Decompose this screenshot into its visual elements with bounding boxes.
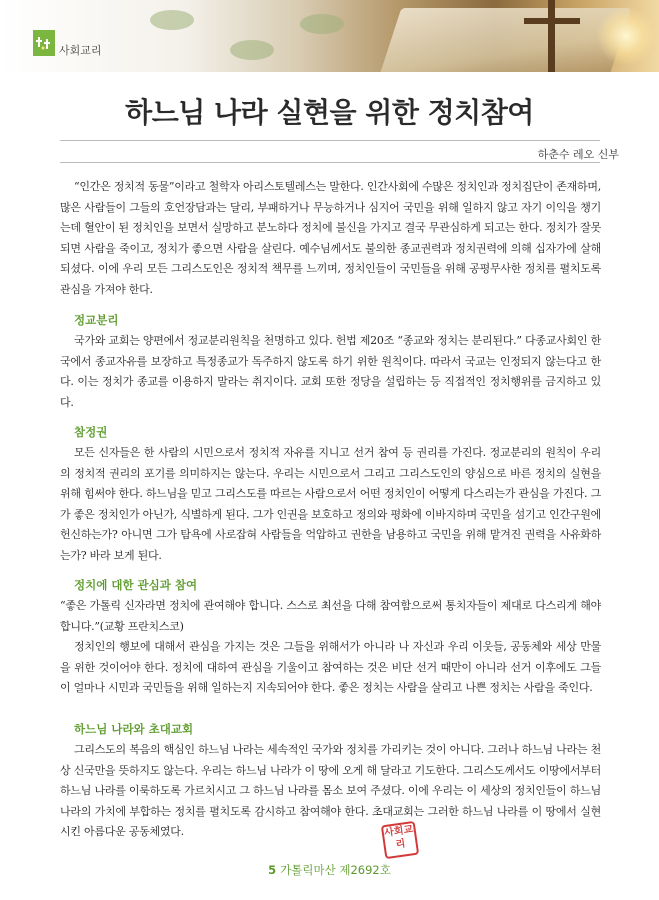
paragraph: 국가와 교회는 양편에서 정교분리원칙을 천명하고 있다. 헌법 제20조 “종교와 정치는 분리된다.” 다종교사회인 한국에서 종교자유를 보장하고 특정종교가 독주하지 않도록 하기 위한 원칙이다. 따라서 국교는 인정되지 않는다고 한다. 이는 정치가 종교를 이용하지 말라는 취지이다. 교회 또한 정당을 설립하는 등 직접적인 정치행위를 금지하고 있다. [60,334,601,409]
cross-illustration [548,0,555,72]
light-glow [596,6,656,66]
section-political-interest [60,576,601,699]
divider [60,140,600,141]
pope-quote: “좋은 가톨릭 신자라면 정치에 관여해야 합니다. 스스로 최선을 다해 참여함으로써 통치자들이 제대로 다스리게 해야 합니다.”(교황 프란치스코) [60,599,601,633]
author-byline: 하춘수 레오 신부 [537,148,619,161]
leaf-decoration [300,14,344,34]
page-footer [0,862,659,878]
paragraph: 그리스도의 복음의 핵심인 하느님 나라는 세속적인 국가와 정치를 가리키는 것이 아니다. 그러나 하느님 나라는 천상 신국만을 뜻하지도 않는다. 우리는 하느님 나라가 이 땅에 오게 해 달라고 기도한다. 그리스도께서도 이땅에서부터 하느님 나라를 이룩하도록 가르치시고 그 하느님 나라를 몸소 보여 주셨다. 이에 우리는 이 세상의 정치인들이 하느님 나라의 가치에 부합하는 정치를 펼치도록 감시하고 참여해야 한다. 초대교회는 그러한 하느님 나라를 이 땅에서 실현시킨 아름다운 공동체였다. [60,743,601,838]
leaf-decoration [150,10,194,30]
divider [60,162,600,163]
section-heading: 정치에 대한 관심과 참여 [74,578,198,592]
red-seal-stamp: 사회교리 [381,821,419,859]
paragraph: 정치인의 행보에 대해서 관심을 가지는 것은 그들을 위해서가 아니라 나 자신과 우리 이웃들, 공동체와 세상 만물을 위한 것이어야 한다. 정치에 대하여 관심을 기울이고 참여하는 것은 비단 선거 때만이 아니라 선거 이후에도 그들이 얼마나 시민과 국민들을 위해 일하는지 지속되어야 한다. 좋은 정치는 사람을 살리고 나쁜 정치는 사람을 죽인다. [60,640,601,694]
section-kingdom-early-church [60,720,601,843]
cross-badge-icon [33,30,55,56]
section-chamjeonggwon [60,423,601,566]
publication-name: 가톨릭마산 제2692호 [280,863,391,877]
section-heading: 참정권 [74,425,108,439]
section-heading: 정교분리 [74,313,119,327]
header-image [0,0,659,72]
section-heading: 하느님 나라와 초대교회 [74,722,194,736]
paragraph: “인간은 정치적 동물”이라고 철학자 아리스토텔레스는 말한다. 인간사회에 수많은 정치인과 정치집단이 존재하며, 많은 사람들이 그들의 호언장담과는 달리, 부패하거나 무능하거나 심지어 국민을 위해 일하지 않고 자기 이익을 챙기는데 혈안이 된 정치인을 보면서 실망하고 분노하다 정치에 불신을 가지고 결국 무관심하게 되고는 한다. 정치가 잘못되면 사람을 죽이고, 정치가 좋으면 사람을 살린다. 예수님께서도 불의한 종교권력과 정치권력에 의해 십자가에 살해되셨다. 이에 우리 모든 그리스도인은 정치적 책무를 느끼며, 정치인들이 국민들을 위해 공평무사한 정치를 펼치도록 관심을 가져야 한다. [60,180,601,296]
paragraph: 모든 신자들은 한 사람의 시민으로서 정치적 자유를 지니고 선거 참여 등 권리를 가진다. 정교분리의 원칙이 우리의 정치적 권리의 포기를 의미하지는 않는다. 우리는 시민으로서 그리고 그리스도인의 양심으로 바른 정치의 실현을 위해 힘써야 한다. 하느님을 믿고 그리스도를 따르는 사람으로서 어떤 정치인이 어떻게 다스리는가 관심을 가진다. 그가 좋은 정치인가 아닌가, 식별하게 된다. 그가 인권을 보호하고 정의와 평화에 이바지하며 국민을 섬기고 인간구원에 헌신하는가? 아니면 그가 탐욕에 사로잡혀 사람들을 억압하고 권한을 남용하고 국민을 위해 맡겨진 권력을 사유화하는가? 바라 보게 된다. [60,446,601,562]
page-number: 5 [268,863,277,877]
section-jeonggyobunri [60,311,601,413]
open-bible-illustration [379,8,632,72]
leaf-decoration [230,40,274,60]
page-title: 하느님 나라 실현을 위한 정치참여 [125,96,534,129]
section-tag: 사회교리 [59,44,102,57]
intro-section [60,177,601,300]
